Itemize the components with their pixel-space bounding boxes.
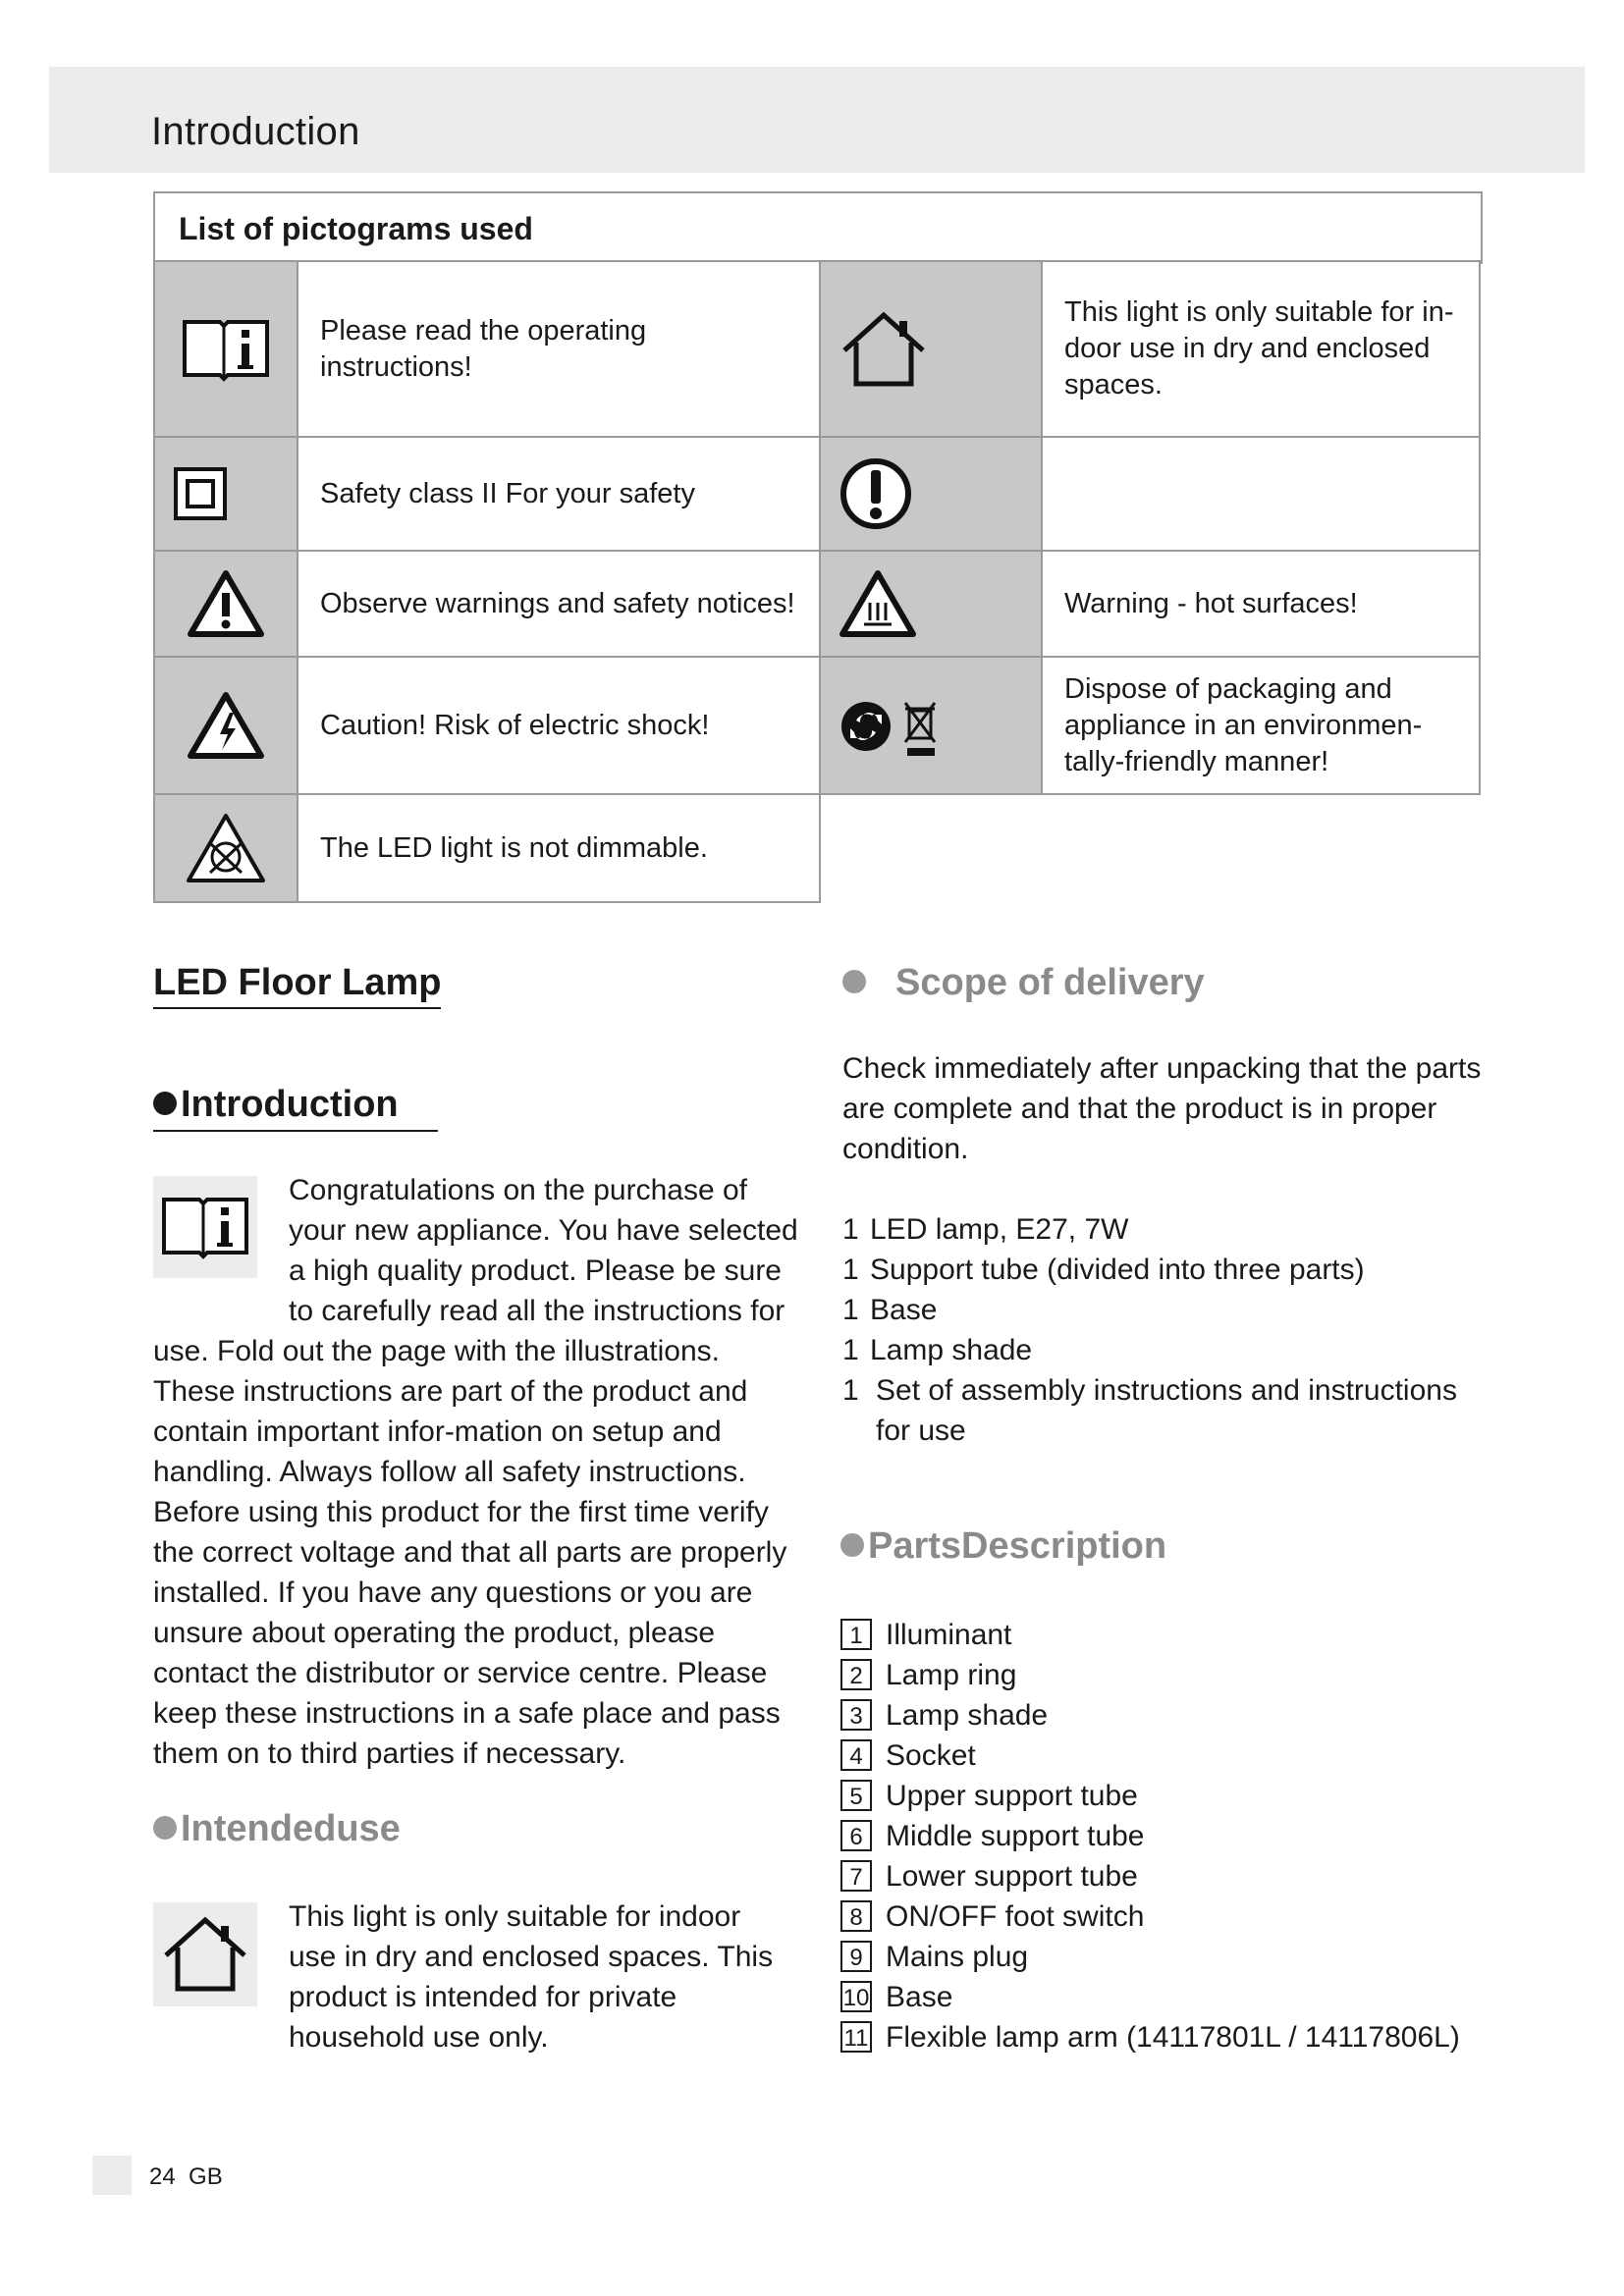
pictogram-text: The LED light is not dimmable. [297,793,821,903]
scope-item: 1 Lamp shade [842,1334,1033,1366]
hot-surface-icon [839,569,917,638]
house-icon [839,309,929,390]
pictogram-text: Caution! Risk of electric shock! [297,656,821,795]
pictogram-table-header [153,191,1483,264]
intended-use-heading: Intendeduse [153,1808,401,1850]
bullet-icon [840,1533,864,1557]
scope-heading: Scope of delivery [842,962,1205,1004]
scope-item: 1 Base [842,1294,938,1326]
pictogram-text: Observe warnings and safety notices! [297,550,821,658]
page-footer [149,2163,223,2191]
electric-shock-icon [187,691,265,760]
scope-item: 1 LED lamp, E27, 7W [842,1213,1129,1246]
page-title: Introduction [151,110,360,153]
product-title: LED Floor Lamp [153,962,441,1004]
part-item: 4 Socket [840,1735,1479,1776]
book-info-icon [181,314,271,385]
part-number: 10 [840,1981,872,2012]
part-number: 3 [840,1699,872,1731]
pictogram-cell [153,436,298,552]
pictogram-text [1041,436,1481,552]
part-item: 7 Lower support tube [840,1856,1479,1896]
pictogram-cell [153,656,298,795]
part-number: 6 [840,1820,872,1851]
pictogram-cell [819,656,1043,795]
part-number: 1 [840,1619,872,1650]
intro-paragraph: Congratulations on the purchase of your new appliance. You have selected a high quality product. Please be sure to carefully read all the instructions for use. Fold out the page with the illustrations. These instructions are part of the product and contain important infor-mation on setup and handling. Always follow all safety instructions. Before using this product for the first time verify the correct voltage and that all parts are properly installed. If you have any questions or you are unsure about operating the product, please contact the distributor or service centre. Please keep these instructions in a safe place and pass them on to third parties if necessary. [153,1174,798,1770]
bullet-icon [153,1816,177,1840]
part-number: 4 [840,1739,872,1771]
pictogram-cell [153,260,298,438]
pictogram-text: Dispose of packaging and appliance in an environmen-tally-friendly manner! [1041,656,1481,795]
pictogram-cell [819,436,1043,552]
pictogram-cell [819,260,1043,438]
pictogram-cell [153,550,298,658]
part-item: 6 Middle support tube [840,1816,1479,1856]
pictogram-text: Please read the operating instructions! [297,260,821,438]
pictogram-text: Warning - hot surfaces! [1041,550,1481,658]
page-number: 24 [149,2163,176,2190]
bullet-icon [153,1092,177,1115]
scope-item: 1 Support tube (divided into three parts) [842,1254,1365,1286]
part-number: 2 [840,1659,872,1690]
part-number: 5 [840,1780,872,1811]
part-number: 8 [840,1900,872,1932]
part-number: 7 [840,1860,872,1892]
part-number: 11 [840,2021,872,2053]
part-item: 10 Base [840,1977,1479,2017]
scope-item: 1 Set of assembly instructions and instructions for use [842,1374,1457,1447]
page-language: GB [189,2163,223,2190]
scope-list [842,1209,1490,1451]
pictogram-table-heading: List of pictograms used [179,211,533,246]
parts-heading: PartsDescription [840,1525,1166,1568]
part-item: 8 ON/OFF foot switch [840,1896,1479,1937]
pictogram-text: Safety class II For your safety [297,436,821,552]
part-item: 3 Lamp shade [840,1695,1479,1735]
pictogram-cell [153,793,298,903]
pictogram-cell [819,550,1043,658]
intended-use-paragraph: This light is only suitable for indoor use in dry and enclosed spaces. This product is intended for private household use only. [289,1900,774,2054]
safety-class-ii-icon [173,466,228,521]
not-dimmable-icon [185,812,267,884]
footer-marker [92,2156,132,2195]
intro-heading: Introduction [153,1084,438,1132]
part-item: 5 Upper support tube [840,1776,1479,1816]
part-item: 2 Lamp ring [840,1655,1479,1695]
bullet-icon [842,970,866,993]
exclamation-circle-icon [839,456,913,531]
part-item: 1 Illuminant [840,1615,1479,1655]
part-item: 9 Mains plug [840,1937,1479,1977]
part-number: 9 [840,1941,872,1972]
warning-triangle-icon [187,569,265,638]
part-item: 11 Flexible lamp arm (14117801L / 14117806L) [840,2017,1479,2098]
scope-paragraph: Check immediately after unpacking that the parts are complete and that the product is in proper condition. [842,1052,1482,1165]
pictogram-text: This light is only suitable for in-door use in dry and enclosed spaces. [1041,260,1481,438]
recycle-dispose-icon [839,691,948,760]
parts-list [840,1615,1479,2098]
